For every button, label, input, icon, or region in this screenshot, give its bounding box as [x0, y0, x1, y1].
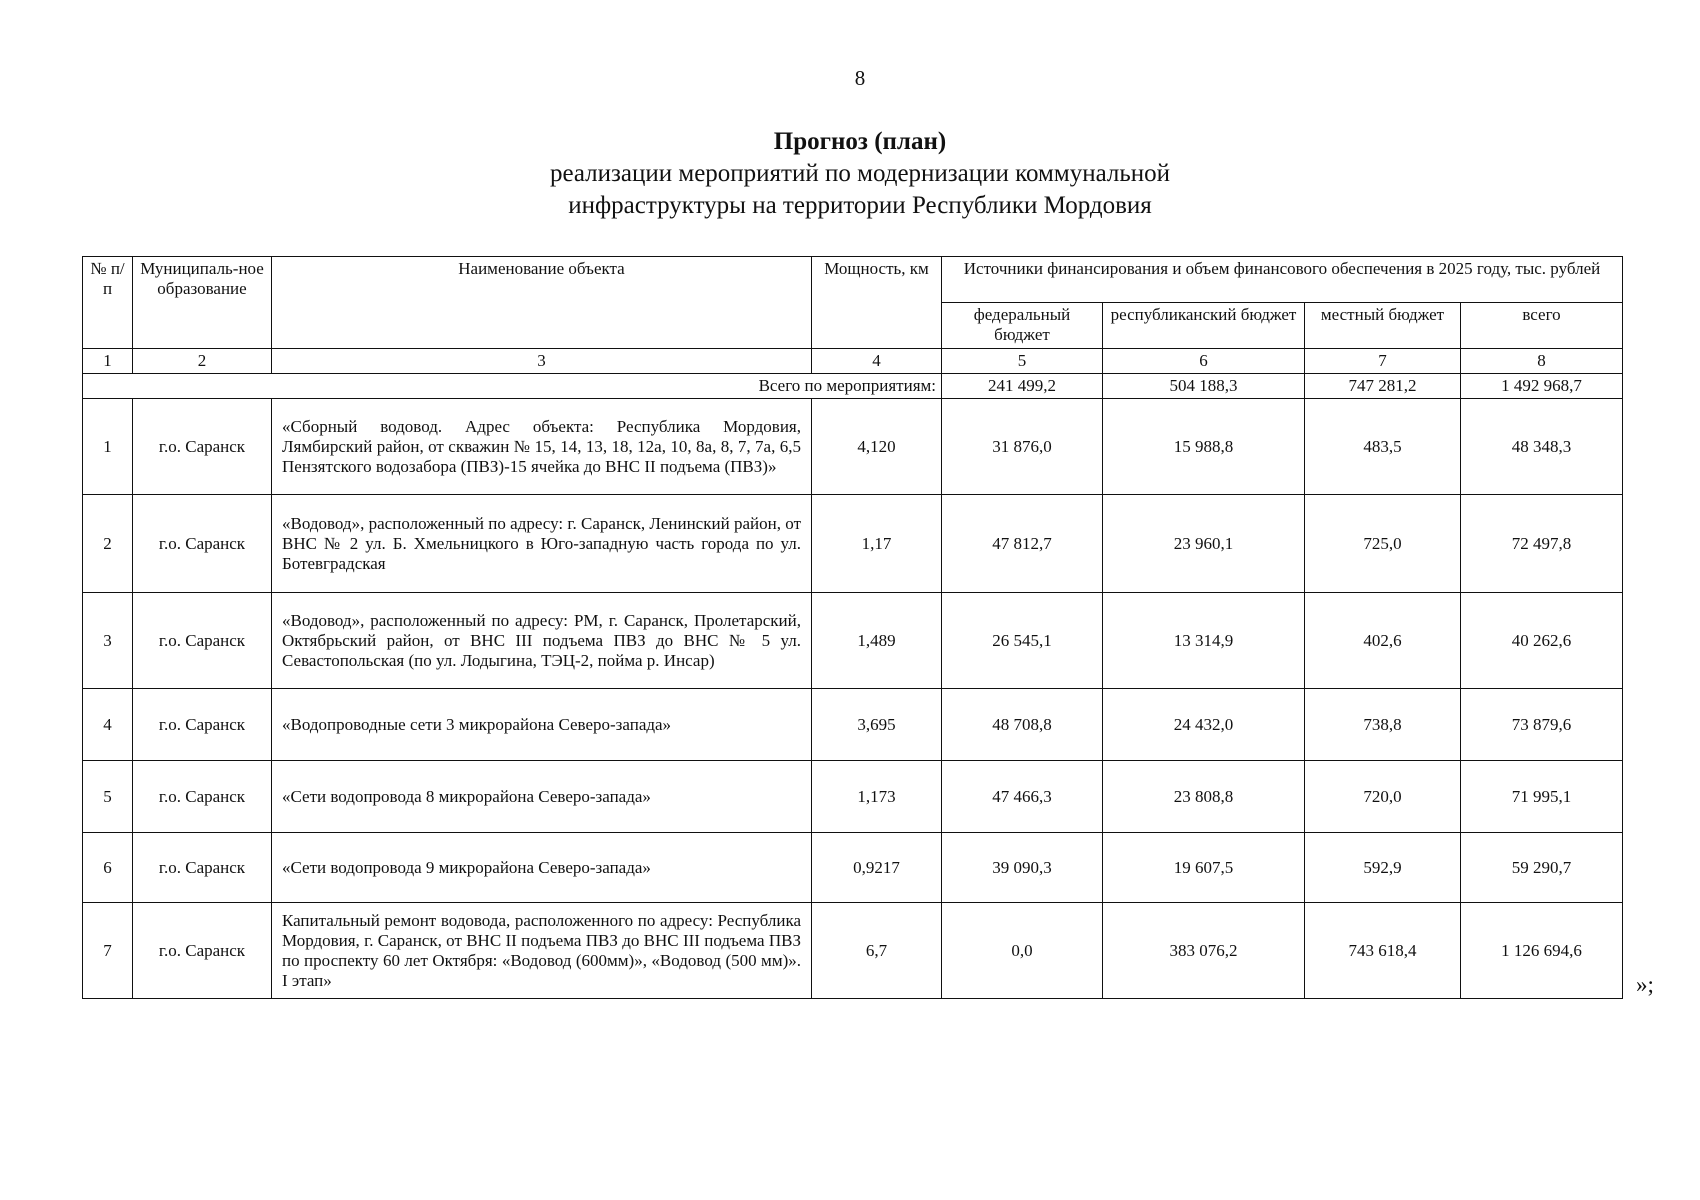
row-federal: 39 090,3 — [942, 833, 1103, 903]
row-federal: 0,0 — [942, 903, 1103, 999]
row-total: 48 348,3 — [1461, 399, 1623, 495]
row-local: 483,5 — [1305, 399, 1461, 495]
row-num: 7 — [83, 903, 133, 999]
column-number: 5 — [942, 349, 1103, 374]
table-row — [83, 761, 1623, 833]
row-municipality: г.о. Саранск — [133, 689, 272, 761]
table-row — [83, 399, 1623, 495]
row-federal: 47 466,3 — [942, 761, 1103, 833]
table-row — [83, 903, 1623, 999]
table-row — [83, 689, 1623, 761]
row-object: «Водовод», расположенный по адресу: РМ, г. Саранск, Пролетарский, Октябрьский район, от ВНС III подъема ПВЗ до ВНС № 5 ул. Севастопольская (по ул. Лодыгина, ТЭЦ-2, пойма р. Инсар) — [272, 593, 812, 689]
row-total: 40 262,6 — [1461, 593, 1623, 689]
row-local: 592,9 — [1305, 833, 1461, 903]
row-object: «Сети водопровода 8 микрорайона Северо-запада» — [272, 761, 812, 833]
total-federal: 241 499,2 — [942, 374, 1103, 399]
row-total: 1 126 694,6 — [1461, 903, 1623, 999]
row-total: 59 290,7 — [1461, 833, 1623, 903]
row-capacity: 0,9217 — [812, 833, 942, 903]
header-local: местный бюджет — [1305, 303, 1461, 349]
header-financing-sources: Источники финансирования и объем финансового обеспечения в 2025 году, тыс. рублей — [942, 257, 1623, 303]
row-total: 72 497,8 — [1461, 495, 1623, 593]
total-all: 1 492 968,7 — [1461, 374, 1623, 399]
row-local: 725,0 — [1305, 495, 1461, 593]
column-number: 7 — [1305, 349, 1461, 374]
table-row — [83, 593, 1623, 689]
column-number: 1 — [83, 349, 133, 374]
row-republican: 23 960,1 — [1103, 495, 1305, 593]
total-label: Всего по мероприятиям: — [83, 374, 942, 399]
row-local: 743 618,4 — [1305, 903, 1461, 999]
page-number: 8 — [854, 66, 866, 90]
column-number: 4 — [812, 349, 942, 374]
row-municipality: г.о. Саранск — [133, 761, 272, 833]
row-num: 1 — [83, 399, 133, 495]
row-object: «Сети водопровода 9 микрорайона Северо-запада» — [272, 833, 812, 903]
row-republican: 383 076,2 — [1103, 903, 1305, 999]
row-total: 71 995,1 — [1461, 761, 1623, 833]
row-num: 6 — [83, 833, 133, 903]
row-republican: 19 607,5 — [1103, 833, 1305, 903]
row-municipality: г.о. Саранск — [133, 903, 272, 999]
document-subtitle-line-2: инфраструктуры на территории Республики Мордовия — [568, 192, 1152, 219]
row-municipality: г.о. Саранск — [133, 833, 272, 903]
row-object: «Сборный водовод. Адрес объекта: Республика Мордовия, Лямбирский район, от скважин № 15, 14, 13, 18, 12а, 10, 8а, 8, 7, 7а, 6,5 Пензятского водозабора (ПВЗ)-15 ячейка до ВНС II подъема (ПВЗ)» — [272, 399, 812, 495]
row-republican: 23 808,8 — [1103, 761, 1305, 833]
table-row — [83, 833, 1623, 903]
row-total: 73 879,6 — [1461, 689, 1623, 761]
header-object: Наименование объекта — [272, 257, 812, 349]
forecast-table — [82, 256, 1623, 999]
row-object: «Водопроводные сети 3 микрорайона Северо-запада» — [272, 689, 812, 761]
column-number: 6 — [1103, 349, 1305, 374]
row-capacity: 6,7 — [812, 903, 942, 999]
document-subtitle-line-1: реализации мероприятий по модернизации коммунальной — [549, 160, 1171, 187]
header-municipality: Муниципаль-ное образование — [133, 257, 272, 349]
column-number: 8 — [1461, 349, 1623, 374]
row-municipality: г.о. Саранск — [133, 399, 272, 495]
total-local: 747 281,2 — [1305, 374, 1461, 399]
header-capacity: Мощность, км — [812, 257, 942, 349]
row-federal: 47 812,7 — [942, 495, 1103, 593]
column-number: 2 — [133, 349, 272, 374]
row-capacity: 4,120 — [812, 399, 942, 495]
row-num: 2 — [83, 495, 133, 593]
row-federal: 31 876,0 — [942, 399, 1103, 495]
row-local: 720,0 — [1305, 761, 1461, 833]
row-capacity: 1,17 — [812, 495, 942, 593]
row-municipality: г.о. Саранск — [133, 593, 272, 689]
row-republican: 13 314,9 — [1103, 593, 1305, 689]
row-capacity: 1,489 — [812, 593, 942, 689]
row-object: «Водовод», расположенный по адресу: г. Саранск, Ленинский район, от ВНС № 2 ул. Б. Хмельницкого в Юго-западную часть города по ул. Ботевградская — [272, 495, 812, 593]
row-local: 402,6 — [1305, 593, 1461, 689]
row-num: 3 — [83, 593, 133, 689]
header-republican: республиканский бюджет — [1103, 303, 1305, 349]
total-row — [83, 374, 1623, 399]
row-capacity: 1,173 — [812, 761, 942, 833]
column-number: 3 — [272, 349, 812, 374]
row-num: 5 — [83, 761, 133, 833]
total-republican: 504 188,3 — [1103, 374, 1305, 399]
title-block — [0, 126, 1700, 222]
document-title: Прогноз (план) — [773, 128, 947, 155]
row-capacity: 3,695 — [812, 689, 942, 761]
table-row — [83, 495, 1623, 593]
closing-quote-mark: »; — [1636, 972, 1654, 997]
row-municipality: г.о. Саранск — [133, 495, 272, 593]
row-num: 4 — [83, 689, 133, 761]
header-total: всего — [1461, 303, 1623, 349]
row-federal: 26 545,1 — [942, 593, 1103, 689]
header-num: № п/п — [83, 257, 133, 349]
row-federal: 48 708,8 — [942, 689, 1103, 761]
row-republican: 15 988,8 — [1103, 399, 1305, 495]
row-republican: 24 432,0 — [1103, 689, 1305, 761]
row-object: Капитальный ремонт водовода, расположенного по адресу: Республика Мордовия, г. Саранск, от ВНС II подъема ПВЗ до ВНС III подъема ПВЗ по проспекту 60 лет Октября: «Водовод (600мм)», «Водовод (500 мм)». I этап» — [272, 903, 812, 999]
header-federal: федеральный бюджет — [942, 303, 1103, 349]
row-local: 738,8 — [1305, 689, 1461, 761]
